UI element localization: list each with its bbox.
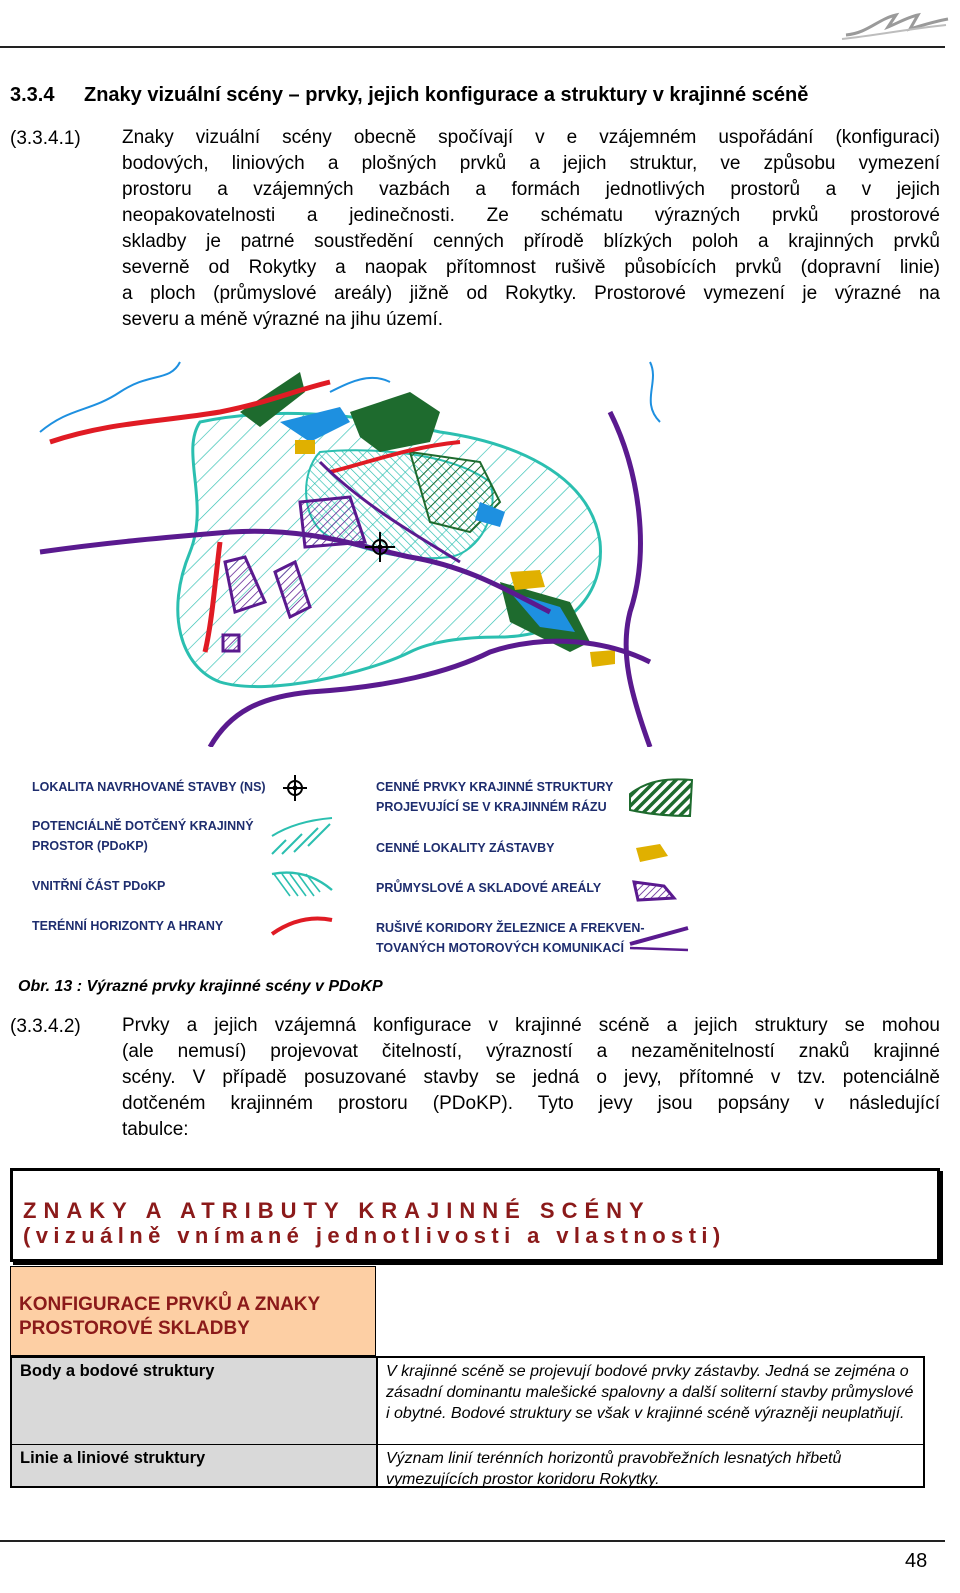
legend-label-pdokp: POTENCIÁLNĚ DOTČENÝ KRAJINNÝ PROSTOR (PDoKP) xyxy=(32,819,254,853)
teal-hatch-swatch xyxy=(268,812,336,858)
table-title: ZNAKY A ATRIBUTY KRAJINNÉ SCÉNY xyxy=(23,1198,651,1223)
figure-caption: Obr. 13 : Výrazné prvky krajinné scény v PDoKP xyxy=(18,978,383,995)
legend-label-inner: VNITŘNÍ ČÁST PDoKP xyxy=(32,879,166,893)
paragraph-line: severu a méně výrazné na jihu území. xyxy=(122,309,444,330)
table-category-label: KONFIGURACE PRVKŮ A ZNAKY PROSTOROVÉ SKLADBY xyxy=(19,1294,320,1339)
paragraph-2 xyxy=(122,1013,940,1143)
table-title-box xyxy=(10,1168,940,1262)
table-row-label: Linie a liniové struktury xyxy=(12,1445,376,1486)
paragraph-1 xyxy=(122,125,940,333)
paragraph-line: tabulce: xyxy=(122,1119,189,1140)
section-heading: 3.3.4 Znaky vizuální scény – prvky, jejich konfigurace a struktury v krajinné scéně xyxy=(10,84,809,106)
table-category-cell xyxy=(10,1266,376,1356)
paragraph-line: Prvky a jejich vzájemná konfigurace v krajinné scéně a jejich struktury se mohou xyxy=(122,1015,940,1036)
purple-hatch-swatch xyxy=(630,876,678,906)
paragraph-line: scény. V případě posuzované stavby se jedná o jevy, přítomné v tzv. potenciálně xyxy=(122,1067,940,1088)
legend-label-settlements: CENNÉ LOKALITY ZÁSTAVBY xyxy=(376,841,555,855)
table-subtitle: (vizuálně vnímané jednotlivosti a vlastnosti) xyxy=(23,1223,726,1248)
red-line-swatch xyxy=(268,908,336,942)
purple-line-swatch xyxy=(628,922,690,956)
table-row-label: Body a bodové struktury xyxy=(12,1358,376,1444)
paragraph-number: (3.3.4.2) xyxy=(10,1016,81,1037)
paragraph-line: dotčeném krajinném prostoru (PDoKP). Tyto jevy jsou popsány v následující xyxy=(122,1093,940,1114)
legend-label-valuable: CENNÉ PRVKY KRAJINNÉ STRUKTURY PROJEVUJÍCÍ SE V KRAJINNÉM RÁZU xyxy=(376,780,614,814)
landscape-scheme-map xyxy=(30,352,690,747)
yellow-swatch xyxy=(630,836,674,866)
paragraph-line: bodových, liniových a plošných prvků a jejich struktur, ve způsobu vymezení xyxy=(122,153,940,174)
legend-label-horizons: TERÉNNÍ HORIZONTY A HRANY xyxy=(32,919,224,933)
footer-rule xyxy=(0,1540,945,1542)
paragraph-line: skladby je patrné soustředění cenných přírodě blízkých poloh a krajinných prvků xyxy=(122,231,940,252)
table-row-text: V krajinné scéně se projevují bodové prvky zástavby. Jedná se zejména o zásadní dominantu malešické spalovny a další soliterní stavby průmyslové i obytné. Bodové struktury se však v krajinné scéně výrazněji neuplatňují. xyxy=(386,1363,914,1422)
teal-dense-hatch-swatch xyxy=(268,868,336,902)
green-hatch-swatch xyxy=(628,776,694,818)
paragraph-line: severně od Rokytky a naopak přítomnost rušivě působících prvků (dopravní linie) xyxy=(122,257,940,278)
construction-site-marker-icon xyxy=(282,773,308,803)
paragraph-line: neopakovatelnosti a jedinečnosti. Ze schématu výrazných prvků prostorové xyxy=(122,205,940,226)
company-logo xyxy=(838,5,950,43)
paragraph-line: a ploch (průmyslové areály) jižně od Rokytky. Prostorové vymezení je výrazné na xyxy=(122,283,940,304)
legend-label-ns: LOKALITA NAVRHOVANÉ STAVBY (NS) xyxy=(32,780,266,794)
paragraph-line: Znaky vizuální scény obecně spočívají v e vzájemném uspořádání (konfiguraci) xyxy=(122,127,940,148)
page-number: 48 xyxy=(905,1550,928,1572)
paragraph-line: prostoru a vzájemných vazbách a formách jednotlivých prostorů a v jejich xyxy=(122,179,940,200)
table-row-text: Význam linií terénních horizontů pravobřežních lesnatých hřbetů vymezujících prostor koridoru Rokytky. xyxy=(386,1450,842,1488)
paragraph-number: (3.3.4.1) xyxy=(10,128,81,149)
attributes-table xyxy=(10,1356,925,1488)
paragraph-line: (ale nemusí) projevovat čitelností, výrazností a nezaměnitelností znaků krajinné xyxy=(122,1041,940,1062)
header-rule xyxy=(0,46,945,48)
legend-label-corridors: RUŠIVÉ KORIDORY ŽELEZNICE A FREKVEN- TOVANÝCH MOTOROVÝCH KOMUNIKACÍ xyxy=(376,921,645,955)
legend-label-industrial: PRŮMYSLOVÉ A SKLADOVÉ AREÁLY xyxy=(376,881,602,895)
